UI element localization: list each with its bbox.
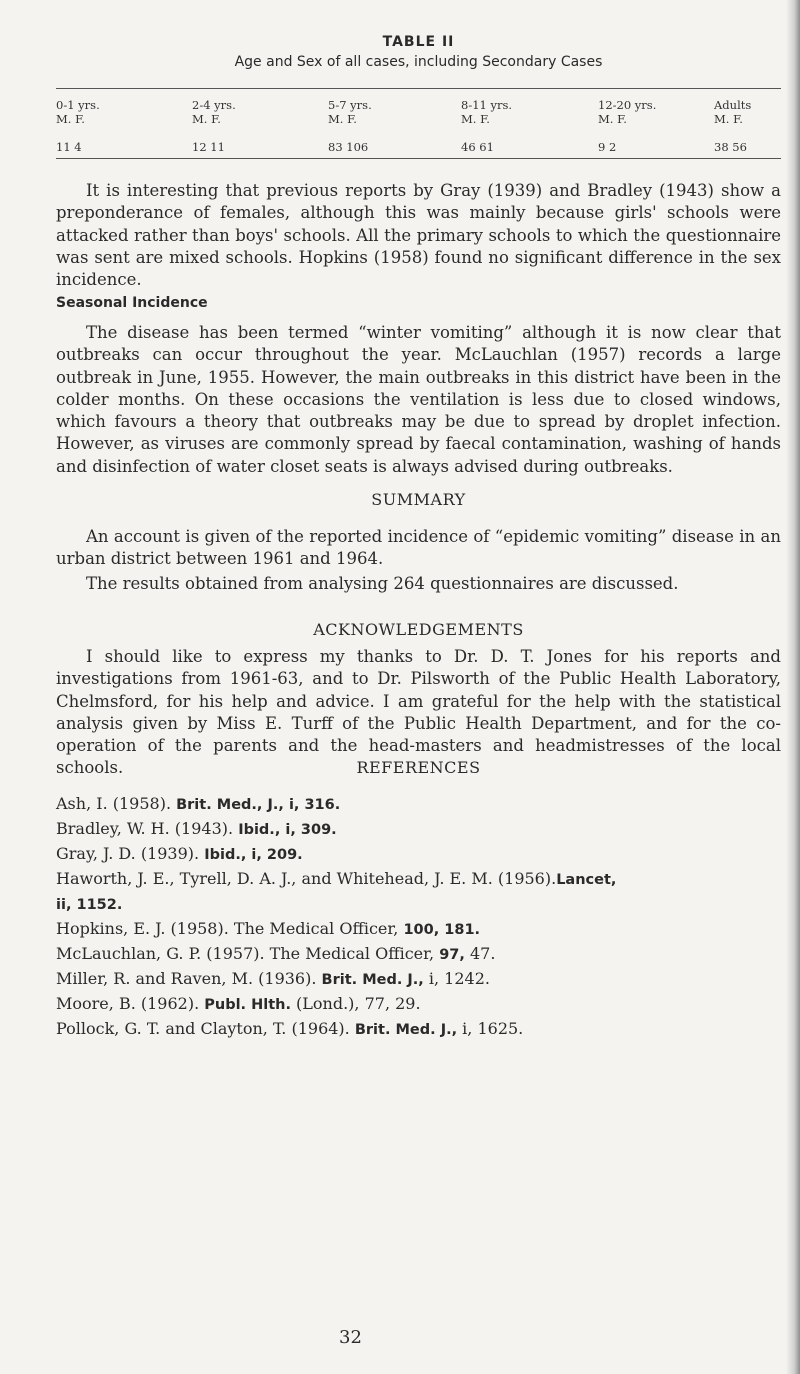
reference-author: Bradley, W. H. (1943). — [56, 819, 239, 838]
table-top-rule — [56, 88, 781, 89]
paragraph-text: An account is given of the reported incidence of “epidemic vomiting” disease in an urban district between 1961 and 1964. — [56, 527, 781, 569]
reference-item — [56, 917, 781, 942]
reference-item — [56, 967, 781, 992]
reference-author: Hopkins, E. J. (1958). The Medical Officer, — [56, 919, 404, 938]
column-values: 12 11 — [192, 140, 225, 154]
reference-rest: i, 1625. — [462, 1019, 524, 1038]
reference-item — [56, 842, 781, 867]
reference-journal: ii, 1152. — [56, 897, 123, 913]
table-column — [714, 98, 794, 154]
reference-item — [56, 867, 781, 892]
reference-item — [56, 792, 781, 817]
reference-journal: Brit. Med., J., i, 316. — [176, 797, 341, 813]
sex-incidence-paragraph — [56, 180, 781, 291]
summary-heading: SUMMARY — [371, 490, 466, 509]
table-column — [56, 98, 136, 154]
reference-journal: 100, 181. — [403, 922, 481, 938]
summary-paragraph-1 — [56, 526, 781, 571]
reference-author: Ash, I. (1958). — [56, 794, 177, 813]
column-sex: M. F. — [328, 112, 357, 126]
reference-item — [56, 817, 781, 842]
reference-journal: Ibid., i, 309. — [238, 822, 337, 838]
paragraph-text: The disease has been termed “winter vomiting” although it is now clear that outbreaks can occur throughout the year. McLauchlan (1957) records a large outbreak in June, 1955. However, the main outbreaks in this district have been in the colder months. On these occasions the ventilation is less due to closed windows, which favours a theory that outbreaks may be due to spread by droplet infection. However, as viruses are commonly spread by faecal contamination, washing of hands and disinfection of water closet seats is always advised during outbreaks. — [56, 323, 781, 476]
reference-author: Miller, R. and Raven, M. (1936). — [56, 969, 322, 988]
references-heading: REFERENCES — [356, 758, 481, 777]
table-column — [328, 98, 408, 154]
column-values: 9 2 — [598, 140, 617, 154]
reference-journal: Brit. Med. J., — [354, 1022, 463, 1038]
paragraph-text: The results obtained from analysing 264 questionnaires are discussed. — [86, 574, 679, 593]
table-column — [598, 98, 678, 154]
column-sex: M. F. — [714, 112, 743, 126]
reference-journal: Ibid., i, 209. — [204, 847, 303, 863]
reference-item — [56, 1017, 781, 1042]
column-age: 5-7 yrs. — [328, 98, 372, 112]
table-title: TABLE II — [382, 34, 455, 50]
reference-author: McLauchlan, G. P. (1957). The Medical Officer, — [56, 944, 440, 963]
page-edge-shadow — [786, 0, 800, 1374]
references-list — [56, 792, 781, 1042]
reference-rest: (Lond.), 77, 29. — [296, 994, 421, 1013]
column-age: 12-20 yrs. — [598, 98, 657, 112]
table-column — [461, 98, 541, 154]
reference-journal: Publ. Hlth. — [204, 997, 297, 1013]
column-sex: M. F. — [56, 112, 85, 126]
acknowledgements-heading: ACKNOWLEDGEMENTS — [313, 620, 524, 639]
reference-author: Pollock, G. T. and Clayton, T. (1964). — [56, 1019, 355, 1038]
column-values: 11 4 — [56, 140, 82, 154]
reference-rest: i, 1242. — [428, 969, 490, 988]
reference-journal: Lancet, — [556, 872, 617, 888]
column-values: 83 106 — [328, 140, 369, 154]
column-age: 0-1 yrs. — [56, 98, 100, 112]
column-sex: M. F. — [192, 112, 221, 126]
column-sex: M. F. — [598, 112, 627, 126]
reference-author: Haworth, J. E., Tyrell, D. A. J., and Whitehead, J. E. M. (1956). — [56, 869, 557, 888]
summary-paragraph-2 — [56, 573, 781, 595]
reference-item — [56, 892, 781, 917]
column-sex: M. F. — [461, 112, 490, 126]
table-subtitle: Age and Sex of all cases, including Secondary Cases — [234, 54, 603, 70]
column-values: 38 56 — [714, 140, 747, 154]
column-age: 8-11 yrs. — [461, 98, 513, 112]
table-bottom-rule — [56, 158, 781, 159]
column-age: Adults — [714, 98, 752, 112]
column-age: 2-4 yrs. — [192, 98, 236, 112]
reference-journal: Brit. Med. J., — [321, 972, 429, 988]
paragraph-text: I should like to express my thanks to Dr. D. T. Jones for his reports and investigations from 1961-63, and to Dr. Pilsworth of the Public Health Laboratory, Chelmsford, for his help and advice. I am grateful for the help with the statistical analysis given by Miss E. Turff of the Public Health Department, and for the co-operation of the parents and the head-masters and headmistresses of the local schools. — [56, 647, 781, 778]
table-column — [192, 98, 272, 154]
column-values: 46 61 — [461, 140, 494, 154]
reference-author: Gray, J. D. (1939). — [56, 844, 205, 863]
reference-author: Moore, B. (1962). — [56, 994, 205, 1013]
reference-item — [56, 992, 781, 1017]
reference-journal: 97, — [439, 947, 470, 963]
seasonal-heading: Seasonal Incidence — [56, 295, 208, 311]
seasonal-paragraph — [56, 322, 781, 478]
reference-rest: 47. — [469, 944, 496, 963]
reference-item — [56, 942, 781, 967]
paragraph-text: It is interesting that previous reports by Gray (1939) and Bradley (1943) show a preponderance of females, although this was mainly because girls' schools were attacked rather than boys' schools. All the primary schools to which the questionnaire was sent are mixed schools. Hopkins (1958) found no significant difference in the sex incidence. — [56, 181, 781, 290]
page-number: 32 — [339, 1327, 362, 1348]
